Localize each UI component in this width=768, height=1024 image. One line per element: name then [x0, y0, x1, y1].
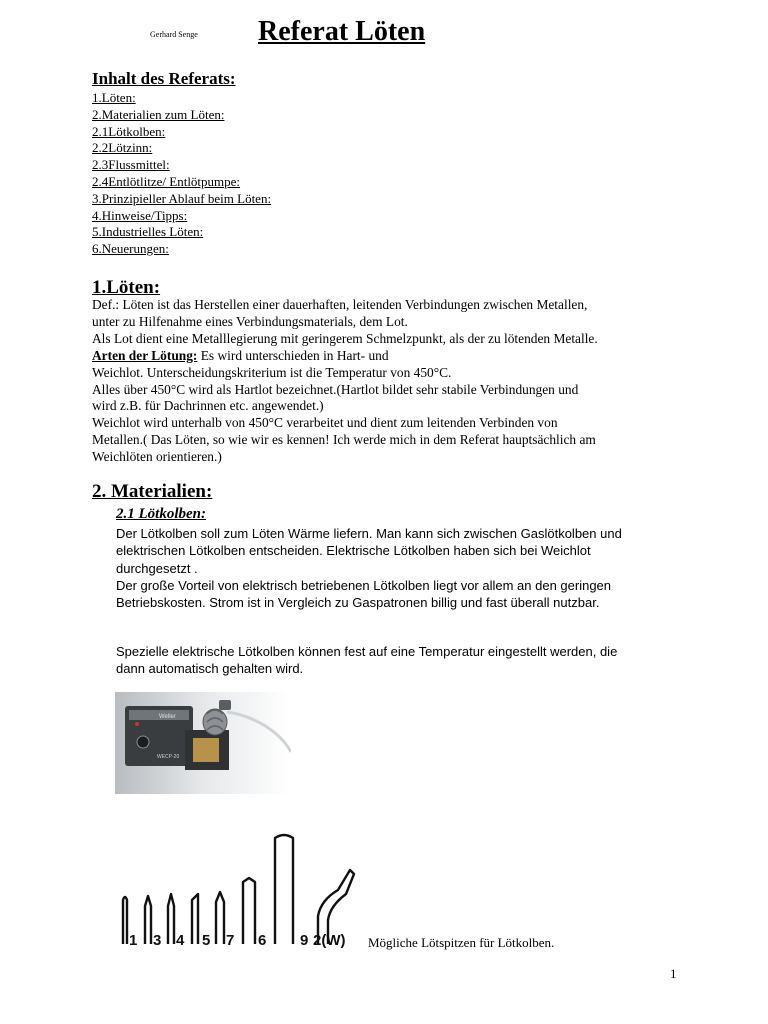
lotkolben-paragraph-2 — [116, 643, 617, 678]
document-title: Referat Löten — [258, 16, 426, 47]
temperature-knob-icon — [137, 736, 149, 748]
toc-item[interactable]: 1.Löten: — [92, 90, 136, 105]
toc-item[interactable]: 2.4Entlötlitze/ Entlötpumpe: — [92, 173, 241, 189]
text-line: Metallen.( Das Löten, so wie wir es kennen! Ich werde mich in dem Referat hauptsächlich am — [92, 432, 596, 448]
toc-item[interactable]: 6.Neuerungen: — [92, 241, 169, 257]
toc-item[interactable]: 5.Industrielles Löten: — [92, 224, 204, 240]
tip-6-icon — [243, 878, 255, 944]
page-number: 1 — [670, 966, 677, 981]
table-of-contents — [92, 90, 271, 258]
station-model: WECP-20 — [157, 754, 180, 760]
iron-handle — [219, 700, 231, 710]
section-1-body — [92, 297, 598, 466]
text-line: dann automatisch gehalten wird. — [116, 661, 304, 677]
text-line: Als Lot dient eine Metalllegierung mit geringerem Schmelzpunkt, als der zu lötenden Metalle. — [92, 330, 598, 346]
section-2-heading: 2. Materialien: — [92, 481, 213, 502]
tip-label: 7 — [226, 932, 235, 948]
tip-7-icon — [216, 892, 224, 944]
lotkolben-paragraph-1 — [116, 525, 622, 611]
tip-1-icon — [123, 897, 127, 944]
text-line: Weichlot wird unterhalb von 450°C verarbeitet und dient zum leitenden Verbinden von — [92, 415, 558, 431]
text-line: durchgesetzt . — [116, 560, 198, 576]
station-brand: Weller — [159, 714, 176, 720]
soldering-station-photo — [115, 692, 291, 794]
iron-holder-coil — [203, 709, 227, 735]
text-line: Def.: Löten ist das Herstellen einer dauerhaften, leitenden Verbindungen zwischen Metallen, — [92, 297, 588, 312]
text-line: Weichlot. Unterscheidungskriterium ist die Temperatur von 450°C. — [92, 364, 452, 380]
tip-label: 3 — [153, 932, 162, 948]
tip-label: 2(W) — [313, 932, 346, 948]
text-line: Der Lötkolben soll zum Löten Wärme liefern. Man kann sich zwischen Gaslötkolben und — [116, 526, 622, 541]
toc-item[interactable]: 2.2Lötzinn: — [92, 140, 153, 156]
section-1-heading: 1.Löten: — [92, 277, 161, 298]
text-line: unter zu Hilfenahme eines Verbindungsmaterials, dem Lot. — [92, 313, 408, 329]
text-line: Alles über 450°C wird als Hartlot bezeichnet.(Hartlot bildet sehr stabile Verbindungen und — [92, 381, 579, 397]
indicator-light-icon — [135, 722, 139, 726]
tip-label: 1 — [129, 932, 138, 948]
tip-4-icon — [168, 894, 174, 944]
tip-label: 4 — [176, 932, 185, 948]
text-line — [92, 348, 598, 365]
tip-3-icon — [145, 896, 151, 944]
tip-9-icon — [275, 835, 293, 944]
toc-item[interactable]: 4.Hinweise/Tipps: — [92, 207, 188, 223]
cleaning-sponge — [193, 738, 219, 762]
arten-label: Arten der Lötung: — [92, 347, 198, 363]
tip-labels — [129, 932, 346, 948]
tip-label: 9 — [300, 932, 309, 948]
toc-item[interactable]: 2.1Lötkolben: — [92, 123, 166, 139]
text-line: wird z.B. für Dachrinnen etc. angewendet.) — [92, 398, 324, 414]
tip-label: 5 — [202, 932, 211, 948]
tip-label: 6 — [258, 932, 267, 948]
author-name: Gerhard Senge — [150, 30, 198, 39]
text-line: Spezielle elektrische Lötkolben können fest auf eine Temperatur eingestellt werden, die — [116, 644, 618, 659]
text-line: Weichlöten orientieren.) — [92, 449, 222, 465]
figure-caption: Mögliche Lötspitzen für Lötkolben. — [368, 935, 555, 950]
toc-item[interactable]: 3.Prinzipieller Ablauf beim Löten: — [92, 190, 272, 206]
section-2-1-heading: 2.1 Lötkolben: — [116, 506, 206, 522]
tip-shapes — [123, 835, 354, 944]
text-line: Betriebskosten. Strom ist in Vergleich zu Gaspatronen billig und fast überall nutzbar. — [116, 595, 600, 611]
soldering-tips-illustration — [118, 830, 364, 948]
toc-item[interactable]: 2.3Flussmittel: — [92, 157, 170, 173]
text-line: Der große Vorteil von elektrisch betriebenen Lötkolben liegt vor allem an den geringen — [116, 577, 612, 593]
toc-heading: Inhalt des Referats: — [92, 69, 236, 88]
arten-text: Es wird unterschieden in Hart- und — [197, 347, 389, 363]
toc-item[interactable]: 2.Materialien zum Löten: — [92, 106, 225, 122]
text-line: elektrischen Lötkolben entscheiden. Elektrische Lötkolben haben sich bei Weichlot — [116, 543, 591, 559]
tip-5-icon — [192, 894, 198, 944]
